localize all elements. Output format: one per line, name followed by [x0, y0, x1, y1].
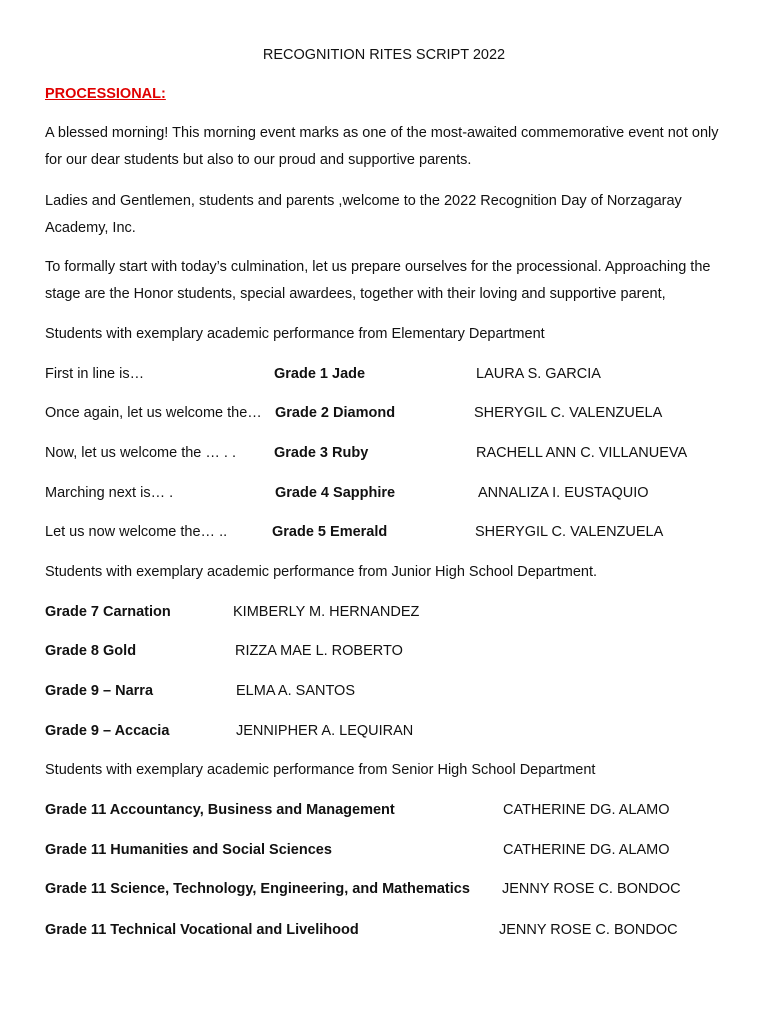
elementary-row-grade: Grade 1 Jade — [274, 366, 366, 382]
paragraph-welcome: Ladies and Gentlemen, students and parents ,welcome to the 2022 Recognition Day of Norzagaray Academy, Inc. — [45, 193, 682, 236]
junior-row-name: KIMBERLY M. HERNANDEZ — [233, 604, 420, 620]
senior-row-grade: Grade 11 Accountancy, Business and Management — [45, 802, 395, 818]
senior-row-name: CATHERINE DG. ALAMO — [503, 802, 670, 818]
elementary-row-intro: Let us now welcome the… .. — [45, 524, 228, 540]
junior-row-name: ELMA A. SANTOS — [236, 683, 356, 699]
elementary-row-name: RACHELL ANN C. VILLANUEVA — [476, 445, 688, 461]
document-title: RECOGNITION RITES SCRIPT 2022 — [262, 47, 506, 63]
elementary-row-name: ANNALIZA I. EUSTAQUIO — [478, 485, 649, 501]
elementary-row-grade: Grade 5 Emerald — [272, 524, 388, 540]
section-heading-processional: PROCESSIONAL: — [45, 86, 166, 102]
junior-row-name: JENNIPHER A. LEQUIRAN — [236, 723, 414, 739]
elementary-row-intro: Now, let us welcome the … . . — [45, 445, 236, 461]
paragraph-processional: To formally start with today’s culmination, let us prepare ourselves for the processional. Approaching the stage are the Honor students, special awardees, together with their loving and supportive parent, — [45, 259, 711, 302]
elementary-row-name: LAURA S. GARCIA — [476, 366, 601, 382]
elementary-row-grade: Grade 3 Ruby — [274, 445, 369, 461]
junior-row-name: RIZZA MAE L. ROBERTO — [235, 643, 403, 659]
elementary-row-intro: First in line is… — [45, 366, 145, 382]
senior-row-grade: Grade 11 Humanities and Social Sciences — [45, 842, 332, 858]
paragraph-opening: A blessed morning! This morning event marks as one of the most-awaited commemorative event not only for our dear students but also to our proud and supportive parents. — [45, 125, 719, 168]
elementary-row-name: SHERYGIL C. VALENZUELA — [474, 405, 663, 421]
senior-row-grade: Grade 11 Science, Technology, Engineering, and Mathematics — [45, 881, 470, 897]
junior-row-grade: Grade 9 – Narra — [45, 683, 154, 699]
elementary-row-name: SHERYGIL C. VALENZUELA — [475, 524, 664, 540]
junior-row-grade: Grade 7 Carnation — [45, 604, 171, 620]
elementary-heading: Students with exemplary academic performance from Elementary Department — [45, 326, 545, 342]
elementary-row-intro: Once again, let us welcome the… — [45, 405, 262, 421]
senior-row-name: CATHERINE DG. ALAMO — [503, 842, 670, 858]
elementary-row-grade: Grade 4 Sapphire — [275, 485, 396, 501]
junior-heading: Students with exemplary academic performance from Junior High School Department. — [45, 564, 598, 580]
senior-row-name: JENNY ROSE C. BONDOC — [499, 922, 678, 938]
junior-row-grade: Grade 8 Gold — [45, 643, 137, 659]
senior-row-name: JENNY ROSE C. BONDOC — [502, 881, 681, 897]
senior-row-grade: Grade 11 Technical Vocational and Livelihood — [45, 922, 359, 938]
junior-row-grade: Grade 9 – Accacia — [45, 723, 170, 739]
elementary-row-intro: Marching next is… . — [45, 485, 174, 501]
elementary-row-grade: Grade 2 Diamond — [275, 405, 396, 421]
senior-heading: Students with exemplary academic performance from Senior High School Department — [45, 762, 596, 778]
